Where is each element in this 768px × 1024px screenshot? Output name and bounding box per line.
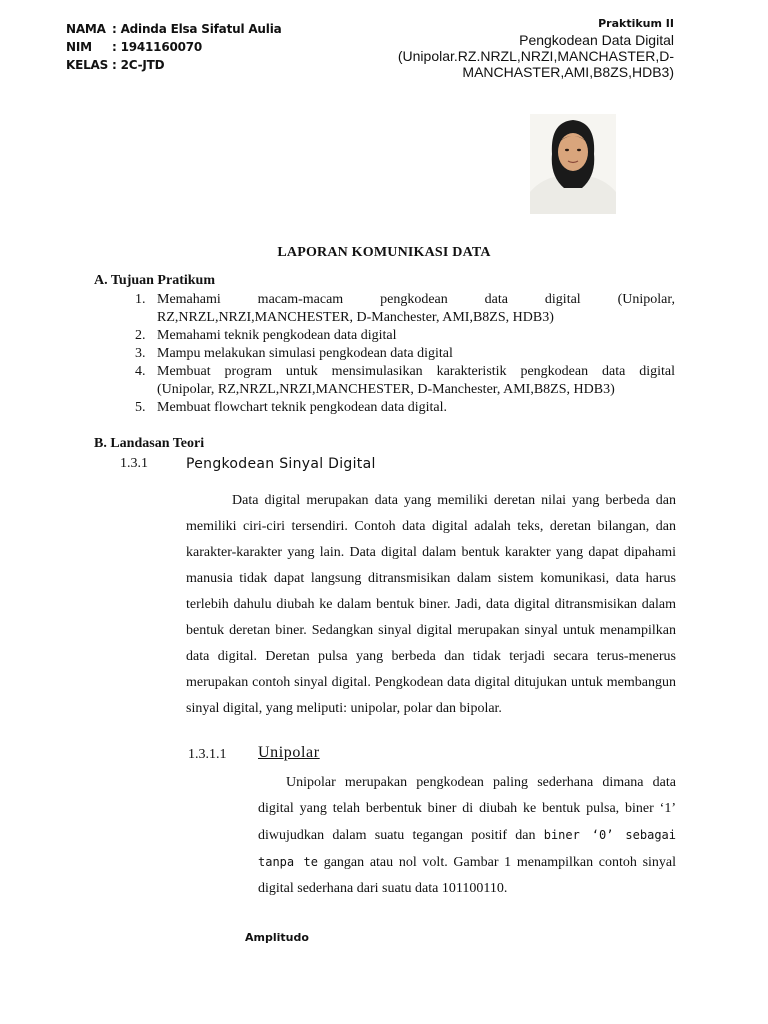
identity-kelas <box>66 58 164 72</box>
list-number: 2. <box>135 328 146 343</box>
identity-nama <box>66 22 282 36</box>
unipolar-text: Unipolar merupakan pengkodean paling sederhana dimana data digital yang telah berbentuk biner di diubah ke bentuk pulsa, biner ‘1’ diwujudkan dalam suatu tegangan positif dan <box>258 775 676 843</box>
subsection-title: Pengkodean Sinyal Digital <box>186 456 376 472</box>
list-line: Mampu melakukan simulasi pengkodean data digital <box>157 346 453 361</box>
unipolar-mono-text: biner ‘0’ sebagai tanpa te <box>258 828 676 869</box>
list-number: 5. <box>135 400 146 415</box>
student-photo <box>530 114 616 214</box>
list-number: 1. <box>135 292 146 307</box>
identity-key: NAMA <box>66 22 106 36</box>
list-number: 3. <box>135 346 146 361</box>
subsection-number: 1.3.1 <box>120 456 148 471</box>
unipolar-text-cont: gangan atau nol volt. Gambar 1 menampilkan contoh sinyal digital sederhana dari suatu data 101100110. <box>258 855 677 896</box>
identity-key: KELAS <box>66 58 109 72</box>
subject-title <box>354 32 674 80</box>
subsubsection-title: Unipolar <box>258 744 320 761</box>
theory-paragraph: Data digital merupakan data yang memiliki deretan nilai yang berbeda dan memiliki ciri-ciri tersendiri. Contoh data digital adalah teks, deretan bilangan, dan karakter-karakter yang lain. Data digital dalam bentuk karakter yang dapat dipahami manusia tidak dapat langsung ditransmisikan dalam sistem komunikasi, data harus terlebih dahulu diubah ke dalam bentuk biner. Jadi, data digital ditransmisikan dalam bentuk deretan biner. Sedangkan sinyal digital merupakan sinyal untuk menampilkan data digital. Deretan pulsa yang berbeda dan tidak terjadi secara terus-menerus merupakan contoh sinyal digital. Pengkodean data digital ditujukan untuk membangun sinyal digital, yang meliputi: unipolar, polar dan bipolar. <box>186 493 676 716</box>
portrait-image <box>530 114 616 214</box>
list-line: (Unipolar, RZ,NRZL,NRZI,MANCHESTER, D-Manchester, AMI,B8ZS, HDB3) <box>157 382 615 397</box>
list-item <box>135 327 675 345</box>
identity-key: NIM <box>66 40 92 54</box>
identity-value: : 1941160070 <box>112 40 203 54</box>
subsubsection-number: 1.3.1.1 <box>188 747 227 762</box>
subject-line: (Unipolar.RZ.NRZL,NRZI,MANCHASTER,D- <box>397 48 674 64</box>
objectives-list <box>135 291 675 417</box>
list-line: RZ,NRZL,NRZI,MANCHESTER, D-Manchester, AMI,B8ZS, HDB3) <box>157 310 554 325</box>
section-a-heading: A. Tujuan Pratikum <box>94 273 215 288</box>
report-title: LAPORAN KOMUNIKASI DATA <box>277 245 491 260</box>
identity-value: : 2C-JTD <box>112 58 165 72</box>
list-line: Membuat flowchart teknik pengkodean data digital. <box>157 400 448 415</box>
identity-nim <box>66 40 202 54</box>
list-line: Memahami macam-macam pengkodean data digital (Unipolar, <box>157 292 675 307</box>
unipolar-paragraph <box>258 770 676 902</box>
section-b-heading: B. Landasan Teori <box>94 436 205 451</box>
praktikum-label: Praktikum II <box>598 17 674 30</box>
identity-value: : Adinda Elsa Sifatul Aulia <box>112 22 282 36</box>
list-item <box>135 345 675 363</box>
figure-axis-label: Amplitudo <box>245 931 309 944</box>
list-item <box>135 291 675 327</box>
list-line: Memahami teknik pengkodean data digital <box>157 328 397 343</box>
list-item <box>135 399 675 417</box>
list-line: Membuat program untuk mensimulasikan karakteristik pengkodean data digital <box>157 364 675 379</box>
subject-line: MANCHASTER,AMI,B8ZS,HDB3) <box>462 64 674 80</box>
list-item <box>135 363 675 399</box>
list-number: 4. <box>135 364 146 379</box>
subject-line: Pengkodean Data Digital <box>519 32 674 48</box>
